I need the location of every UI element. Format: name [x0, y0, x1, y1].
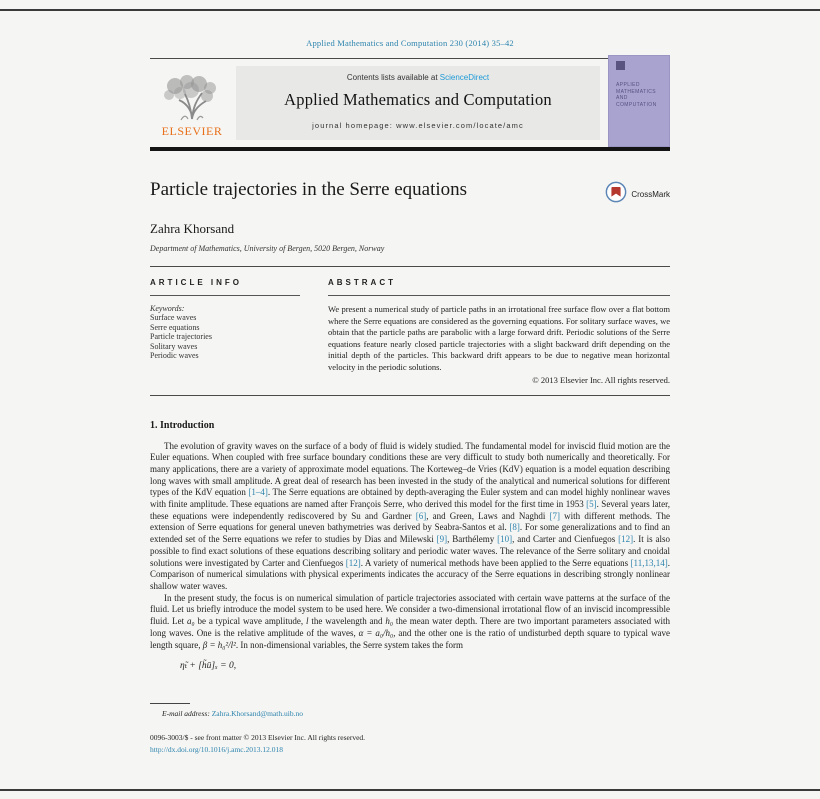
journal-banner: [150, 66, 670, 140]
journal-cover-thumbnail[interactable]: [608, 55, 670, 147]
article-title: Particle trajectories in the Serre equations: [150, 179, 468, 200]
article-info-heading: ARTICLE INFO: [150, 278, 242, 287]
cover-logo-icon: [616, 61, 625, 70]
header-rule: [150, 58, 670, 59]
cover-title: APPLIED MATHEMATICS AND COMPUTATION: [616, 82, 657, 108]
footer-block: [150, 733, 670, 754]
email-line: [162, 709, 670, 718]
keyword-item: Periodic waves: [150, 351, 199, 361]
keyword-item: Particle trajectories: [150, 332, 212, 342]
paper-page: [150, 0, 670, 754]
keyword-item: Serre equations: [150, 322, 200, 332]
article-info-rule: [150, 295, 300, 296]
elsevier-wordmark: ELSEVIER: [161, 124, 223, 138]
doi-link[interactable]: http://dx.doi.org/10.1016/j.amc.2013.12.018: [150, 745, 283, 755]
introduction-paragraph-2: In the present study, the focus is on numerical simulation of particle trajectories associated with certain wave patterns at the surface of the fluid. Let us briefly introduce the model system to be used here. We consider a two-dimensional irrotational flow of an inviscid incompressible fluid. Let a₀ be a typical wave amplitude, l the wavelength and h₀ the mean water depth. There are two important parameters associated with long waves. One is the relative amplitude of the waves, α = a₀/h₀, and the other one is the ratio of undisturbed depth square to typical wave length square, β = h₀²/l². In non-dimensional variables, the Serre system takes the form: [150, 592, 670, 650]
article-info-column: [150, 267, 328, 385]
banner-journal-title: Applied Mathematics and Computation: [284, 90, 552, 109]
footnote-block: [150, 703, 670, 718]
abstract-heading: ABSTRACT: [328, 278, 396, 287]
abstract-text: We present a numerical study of particle paths in an irrotational free surface flow over a flat bottom where the Serre equations are considered as the governing equations. For solitary surface waves, we obtain that the particle paths are parabolic with a large forward drift. Periodic solutions of the Serre equations feature nearly closed particle trajectories with a slight backward drift depending on the initial depth of the particles. This backward drift appears to be due to negative mean horizontal velocity in the periodic solutions.: [328, 304, 670, 372]
info-abstract-section: [150, 267, 670, 385]
keywords-label: Keywords:: [150, 304, 185, 313]
journal-citation: Applied Mathematics and Computation 230 (2014) 35–42: [306, 38, 514, 48]
abstract-copyright: © 2013 Elsevier Inc. All rights reserved.: [532, 374, 670, 385]
crossmark-icon: [605, 181, 627, 208]
author-name: Zahra Khorsand: [150, 221, 235, 236]
crossmark-badge[interactable]: [605, 181, 670, 208]
banner-bottom-rule: [150, 147, 670, 151]
abstract-column: [328, 267, 670, 385]
email-link[interactable]: Zahra.Khorsand@math.uib.no: [211, 709, 303, 719]
serre-equation: η̃ₜ + [h̃ū]ₓ = 0,: [180, 661, 237, 672]
contents-lists-line: [236, 73, 600, 82]
author-affiliation: Department of Mathematics, University of Bergen, 5020 Bergen, Norway: [150, 244, 385, 253]
footnote-rule: [150, 703, 190, 704]
journal-homepage-link[interactable]: journal homepage: www.elsevier.com/locate/amc: [312, 121, 524, 130]
contents-lists-text: Contents lists available at: [346, 73, 440, 82]
abstract-rule: [328, 295, 670, 296]
banner-center: [236, 66, 600, 140]
bottom-border-line: [0, 789, 820, 791]
introduction-paragraph-1: The evolution of gravity waves on the surface of a body of fluid is widely studied. The fundamental model for inviscid fluid motion are the Euler equations. When coupled with free surface boundary conditions these are very difficult to study both numerically and theoretically. For many applications, there are a variety of approximate model equations. The Korteweg–de Vries (KdV) equation is a model equation describing long waves with small amplitude. A great deal of research has been invested in the study of the analytical and numerical solutions for different types of the KdV equation [1–4]. The Serre equations are obtained by depth-averaging the Euler system and can model highly nonlinear waves with finite amplitude. These equations are named after François Serre, who derived this model for the first time in 1953 [5]. Several years later, these equations were independently rediscovered by Su and Gardner [6], and Green, Laws and Naghdi [7] with different methods. The extension of Serre equations for general uneven bathymetries was derived by Seabra-Santos et al. [8]. For some generalizations and to find an extended set of the Serre equations we refer to studies by Dias and Milewski [9], Barthélemy [10], and Carter and Cienfuegos [12]. It is also possible to find exact solutions of these equations describing solitary and periodic water waves. The relevance of the Serre solitary and cnoidal solutions were investigated by Carter and Cienfuegos [12]. A variety of numerical methods have been applied to the Serre equations [11,13,14]. Comparison of numerical simulations with physical experiments indicates the accuracy of the Serre equations in describing strongly nonlinear shallow water waves.: [150, 440, 671, 591]
email-label: E-mail address:: [162, 709, 212, 719]
sciencedirect-link[interactable]: ScienceDirect: [439, 73, 490, 82]
keyword-item: Solitary waves: [150, 341, 198, 351]
crossmark-label: CrossMark: [631, 190, 670, 199]
info-section-bottom-rule: [150, 395, 670, 396]
elsevier-logo[interactable]: [150, 66, 234, 140]
keyword-item: Surface waves: [150, 313, 197, 322]
elsevier-tree-icon: [162, 75, 222, 126]
introduction-heading: 1. Introduction: [150, 419, 215, 431]
issn-copyright-line: 0096-3003/$ - see front matter © 2013 Elsevier Inc. All rights reserved.: [150, 733, 366, 743]
